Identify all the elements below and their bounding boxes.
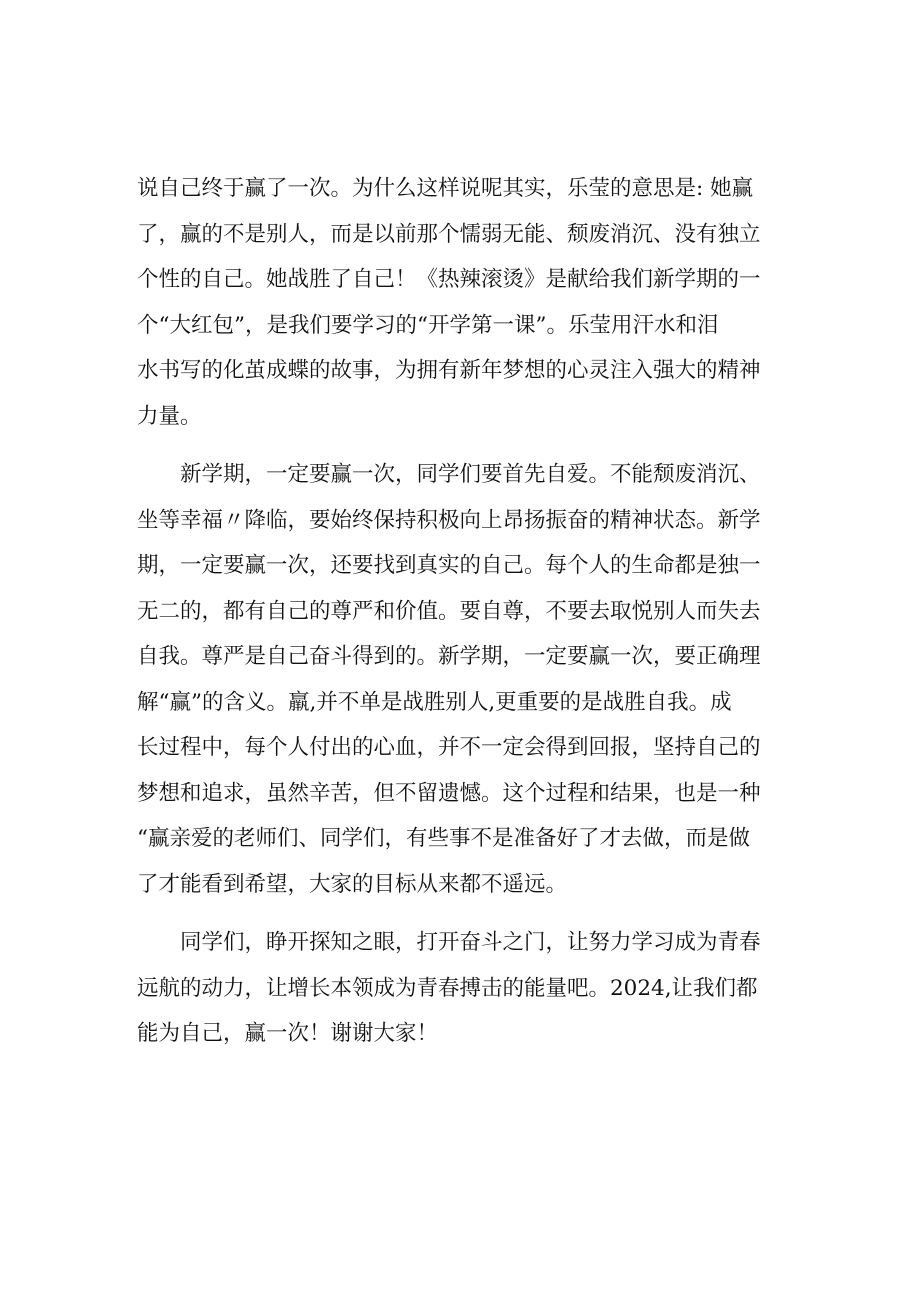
text-line: 了才能看到希望，大家的目标从来都不遥远。 [137,871,568,897]
text-line: 个性的自己。她战胜了自己！《热辣滚烫》是献给我们新学期的一 [137,267,761,292]
text-line: 同学们，睁开探知之眼，打开奋斗之门，让努力学习成为青春 [137,930,761,955]
body-text [137,166,817,1057]
paragraph-spacer [137,907,817,920]
text-line: 个“大红包”，是我们要学习的“开学第一课”。乐莹用汗水和泪 [137,312,719,338]
text-line: 力量。 [137,403,202,429]
text-line: 远航的动力，让增长本领成为青春搏击的能量吧。2024,让我们都 [137,975,758,1001]
paragraph-spacer [137,439,817,452]
text-line: 了，赢的不是别人，而是以前那个懦弱无能、颓废消沉、没有独立 [137,221,761,247]
text-line: 梦想和追求，虽然辛苦，但不留遗憾。这个过程和结果，也是一种 [137,780,761,806]
text-line: 坐等幸福〃降临，要始终保持积极向上昂扬振奋的精神状态。新学 [137,507,761,533]
text-line: 能为自己，赢一次！谢谢大家！ [137,1021,439,1046]
paragraph-1 [137,166,817,439]
text-line: 期，一定要赢一次，还要找到真实的自己。每个人的生命都是独一 [137,553,761,578]
paragraph-3 [137,920,817,1057]
text-line: 无二的，都有自己的尊严和价值。要自尊，不要去取悦别人而失去 [137,598,761,624]
text-line: 自我。尊严是自己奋斗得到的。新学期，一定要赢一次，要正确理 [137,644,761,669]
text-line: 说自己终于赢了一次。为什么这样说呢其实，乐莹的意思是: 她赢 [137,176,754,201]
text-line: 解“赢”的含义。羸,并不单是战胜别人,更重要的是战胜自我。成 [137,689,732,715]
paragraph-2 [137,452,817,907]
text-line: 长过程中，每个人付出的心血，并不一定会得到回报，坚持自己的 [137,735,761,760]
text-line: “赢亲爱的老师们、同学们，有些事不是准备好了才去做，而是做 [137,826,750,851]
text-line: 水书写的化茧成蝶的故事，为拥有新年梦想的心灵注入强大的精神 [137,358,761,383]
text-line: 新学期，一定要赢一次，同学们要首先自爱。不能颓废消沉、 [137,462,761,487]
